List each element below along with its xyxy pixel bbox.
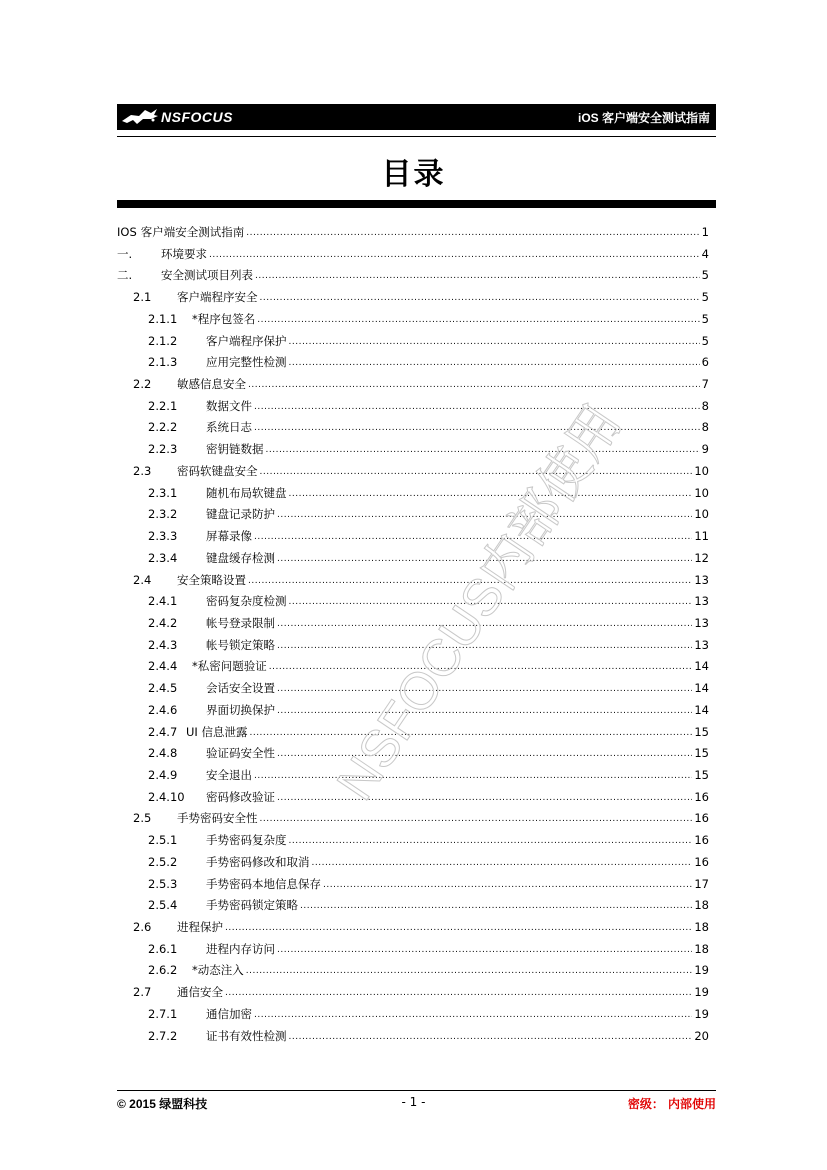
toc-entry-number: 2.3.1: [148, 485, 178, 500]
toc-entry-page: 6: [701, 355, 709, 370]
toc-leader-dots: [248, 380, 700, 391]
toc-leader-dots: [266, 445, 700, 456]
toc-entry-number: 2.6: [133, 920, 152, 935]
toc-entry-title: 应用完整性检测: [206, 355, 287, 370]
toc-leader-dots: [249, 728, 692, 739]
toc-entry-page: 9: [701, 442, 709, 457]
toc-entry-number: 2.7: [133, 985, 152, 1000]
toc-entry-page: 17: [694, 876, 709, 891]
toc-entry-page: 10: [694, 485, 709, 500]
toc-entry-page: 20: [694, 1028, 709, 1043]
toc-entry-title: 数据文件: [206, 398, 252, 413]
toc-entry-number: 2.1.2: [148, 333, 178, 348]
toc-entry-number: 2.5: [133, 811, 152, 826]
toc-entry-title: 键盘缓存检测: [206, 550, 275, 565]
toc-leader-dots: [260, 814, 693, 825]
toc-entry-title: 安全退出: [206, 768, 252, 782]
toc-entry-title: 手势密码复杂度: [206, 833, 287, 848]
toc-entry-number: 二.: [117, 268, 133, 283]
toc-entry[interactable]: [148, 891, 709, 912]
toc-entry-title: 客户端安全测试指南: [140, 225, 245, 239]
toc-leader-dots: [225, 923, 692, 934]
toc-entry-number: 2.1: [133, 290, 152, 305]
toc-leader-dots: [323, 880, 692, 891]
toc-entry[interactable]: [117, 218, 709, 239]
toc-entry-title: 安全策略设置: [177, 572, 246, 587]
toc-entry-page: 4: [701, 246, 709, 261]
toc-leader-dots: [289, 358, 700, 369]
toc-leader-dots: [246, 228, 699, 239]
toc-entry-page: 18: [694, 941, 709, 956]
toc-entry-page: 5: [701, 311, 709, 326]
toc-entry-title: 密码修改验证: [206, 789, 275, 804]
toc-leader-dots: [257, 315, 699, 326]
toc-leader-dots: [269, 662, 693, 673]
toc-entry-page: 13: [694, 572, 709, 587]
toc-entry-title: 手势密码锁定策略: [206, 898, 298, 913]
footer-divider: [117, 1090, 716, 1091]
toc-entry-number: 2.5.1: [148, 833, 178, 848]
toc-entry[interactable]: [117, 240, 709, 261]
toc-entry-title: 屏幕录像: [206, 529, 252, 544]
toc-entry-number: 2.2: [133, 377, 152, 392]
toc-entry-number: 2.6.1: [148, 941, 178, 956]
toc-entry-title: *程序包签名: [192, 311, 256, 326]
toc-entry-number: 2.4: [133, 572, 152, 587]
toc-entry-page: 1: [701, 225, 709, 239]
watermark: NSFOCUS内部使用: [326, 394, 633, 811]
toc-entry[interactable]: [148, 848, 709, 869]
toc-entry-title: 随机布局软键盘: [206, 485, 287, 500]
toc-entry[interactable]: [148, 544, 709, 565]
toc-leader-dots: [277, 793, 692, 804]
toc-entry-number: 2.7.1: [148, 1006, 178, 1021]
toc-entry-page: 19: [694, 985, 709, 1000]
toc-entry[interactable]: [148, 500, 709, 521]
toc-leader-dots: [254, 532, 692, 543]
toc-entry-title: 验证码安全性: [206, 746, 275, 761]
toc-leader-dots: [289, 597, 693, 608]
toc-entry[interactable]: [148, 1022, 709, 1043]
toc-entry-page: 8: [701, 420, 709, 435]
toc-entry[interactable]: [148, 783, 709, 804]
toc-entry-number: 2.1.3: [148, 355, 178, 370]
toc-leader-dots: [277, 619, 692, 630]
toc-entry-page: 16: [694, 833, 709, 848]
toc-entry-page: 13: [694, 637, 709, 652]
toc-leader-dots: [254, 771, 692, 782]
toc-entry-page: 5: [701, 333, 709, 348]
toc-entry-number: 2.5.4: [148, 898, 178, 913]
toc-entry-number: 2.7.2: [148, 1028, 178, 1043]
toc-entry[interactable]: [148, 739, 709, 760]
toc-entry[interactable]: [148, 435, 709, 456]
toc-leader-dots: [289, 489, 693, 500]
toc-leader-dots: [277, 641, 692, 652]
toc-entry-title: 客户端程序保护: [206, 333, 287, 348]
toc-entry-title: 密码复杂度检测: [206, 594, 287, 609]
toc-leader-dots: [312, 858, 693, 869]
toc-entry-number: 2.4.8: [148, 746, 178, 761]
toc-entry-page: 13: [694, 594, 709, 609]
toc-entry[interactable]: [148, 392, 709, 413]
toc-entry-page: 15: [694, 768, 709, 782]
toc-entry-number: 2.2.1: [148, 398, 178, 413]
toc-entry-page: 16: [694, 854, 709, 869]
toc-entry-number: 2.4.10: [148, 789, 185, 804]
toc-entry[interactable]: [148, 718, 709, 739]
toc-entry-page: 19: [694, 1006, 709, 1021]
toc-entry[interactable]: [148, 1000, 709, 1021]
toc-entry-number: 2.4.9: [148, 768, 178, 782]
toc-entry-number: 2.6.2: [148, 963, 178, 978]
toc-entry[interactable]: [148, 631, 709, 652]
toc-entry-title: 进程内存访问: [206, 941, 275, 956]
toc-entry-page: 18: [694, 920, 709, 935]
toc-entry-page: 8: [701, 398, 709, 413]
toc-entry-number: 2.4.7: [148, 724, 178, 739]
toc-entry-title: 安全测试项目列表: [161, 268, 253, 283]
toc-entry[interactable]: [133, 978, 709, 999]
page-title: 目录: [381, 157, 446, 192]
toc-entry[interactable]: [148, 674, 709, 695]
toc-leader-dots: [277, 684, 692, 695]
toc-entry-page: 5: [701, 290, 709, 305]
toc-entry[interactable]: [148, 327, 709, 348]
toc-entry[interactable]: [148, 956, 709, 977]
toc-entry-page: 14: [694, 681, 709, 696]
toc-entry-title: *动态注入: [192, 963, 244, 978]
toc-leader-dots: [289, 836, 693, 847]
toc-entry-title: 界面切换保护: [206, 702, 275, 717]
toc-entry-title: 键盘记录防护: [206, 507, 275, 522]
toc-entry-number: 2.2.3: [148, 442, 178, 457]
toc-entry[interactable]: [117, 261, 709, 282]
toc-entry[interactable]: [133, 283, 709, 304]
toc-entry[interactable]: [148, 826, 709, 847]
toc-entry-page: 16: [694, 789, 709, 804]
toc-entry-page: 11: [694, 529, 709, 544]
toc-entry-number: 2.3.3: [148, 529, 178, 544]
toc-entry-number: 2.4.6: [148, 702, 178, 717]
toc-entry-page: 16: [694, 811, 709, 826]
toc-entry-number: 2.4.3: [148, 637, 178, 652]
toc-entry-page: 10: [694, 507, 709, 522]
toc-entry-page: 14: [694, 702, 709, 717]
toc-entry-title: 手势密码修改和取消: [206, 854, 310, 869]
toc-entry-number: 2.2.2: [148, 420, 178, 435]
toc-entry-page: 19: [694, 963, 709, 978]
toc-entry-title: 手势密码本地信息保存: [206, 876, 321, 891]
toc-entry[interactable]: [148, 413, 709, 434]
toc-entry-number: 2.4.1: [148, 594, 178, 609]
toc-leader-dots: [255, 271, 700, 282]
toc-entry-number: 2.3: [133, 463, 152, 478]
toc-entry-title: UI 信息泄露: [186, 724, 248, 739]
toc-entry-title: 密钥链数据: [206, 442, 264, 457]
toc-entry-number: 2.4.2: [148, 615, 178, 630]
toc-entry-number: IOS: [117, 225, 137, 239]
toc-entry-title: 敏感信息安全: [177, 377, 246, 392]
toc-leader-dots: [289, 337, 700, 348]
toc-entry-number: 2.3.4: [148, 550, 178, 565]
toc-entry-title: 证书有效性检测: [206, 1028, 287, 1043]
toc-leader-dots: [254, 423, 700, 434]
toc-entry[interactable]: [133, 370, 709, 391]
toc-leader-dots: [300, 901, 692, 912]
toc-entry[interactable]: [148, 609, 709, 630]
toc-leader-dots: [248, 576, 692, 587]
toc-entry-page: 15: [694, 746, 709, 761]
toc-entry-title: 通信安全: [177, 985, 223, 1000]
header-bar: [117, 104, 716, 130]
toc-leader-dots: [209, 250, 700, 261]
toc-entry[interactable]: [148, 479, 709, 500]
toc-entry[interactable]: [148, 587, 709, 608]
toc-entry[interactable]: [133, 457, 709, 478]
toc-entry-title: 系统日志: [206, 420, 252, 435]
toc-leader-dots: [277, 945, 692, 956]
toc-leader-dots: [260, 293, 700, 304]
toc-entry-number: 2.4.4: [148, 659, 178, 674]
toc-entry-number: 2.1.1: [148, 311, 178, 326]
toc-entry-title: 进程保护: [177, 920, 223, 935]
toc-entry-title: 帐号登录限制: [206, 615, 275, 630]
toc-leader-dots: [277, 749, 692, 760]
footer-classification: 密级： 内部使用: [627, 1097, 716, 1111]
logo-text: NSFOCUS: [161, 109, 233, 125]
toc-entry-title: 客户端程序安全: [177, 290, 258, 305]
toc-entry-page: 10: [694, 463, 709, 478]
toc-entry[interactable]: [148, 305, 709, 326]
toc-entry[interactable]: [133, 566, 709, 587]
toc-entry[interactable]: [148, 761, 709, 782]
toc-entry[interactable]: [148, 696, 709, 717]
toc-leader-dots: [277, 510, 692, 521]
footer-copyright: © 2015 绿盟科技: [117, 1097, 208, 1111]
toc-entry-number: 一.: [117, 246, 133, 261]
toc-entry-title: 手势密码安全性: [177, 811, 258, 826]
eagle-logo-icon: [121, 107, 159, 127]
toc-entry[interactable]: [148, 348, 709, 369]
toc-entry-number: 2.5.3: [148, 876, 178, 891]
toc-leader-dots: [277, 554, 692, 565]
toc-entry-page: 5: [701, 268, 709, 283]
toc-leader-dots: [277, 706, 692, 717]
document-title: iOS 客户端安全测试指南: [577, 111, 710, 125]
toc-entry-number: 2.4.5: [148, 681, 178, 696]
toc-entry[interactable]: [148, 870, 709, 891]
toc-entry-page: 13: [694, 615, 709, 630]
title-divider: [117, 200, 716, 208]
toc-leader-dots: [289, 1032, 693, 1043]
toc-entry[interactable]: [148, 522, 709, 543]
toc-entry-title: 密码软键盘安全: [177, 463, 258, 478]
footer-page-number: - 1 -: [401, 1095, 426, 1109]
toc-entry-title: *私密问题验证: [192, 659, 267, 674]
toc-entry-title: 会话安全设置: [206, 681, 275, 696]
toc-entry[interactable]: [133, 804, 709, 825]
toc-entry-page: 18: [694, 898, 709, 913]
toc-entry[interactable]: [133, 913, 709, 934]
toc-entry-page: 15: [694, 724, 709, 739]
toc-entry[interactable]: [148, 652, 709, 673]
toc-leader-dots: [254, 1010, 692, 1021]
toc-leader-dots: [225, 988, 692, 999]
toc-entry-number: 2.5.2: [148, 854, 178, 869]
toc-entry-title: 通信加密: [206, 1006, 252, 1021]
toc-entry-page: 7: [701, 377, 709, 392]
toc-leader-dots: [254, 402, 700, 413]
toc-leader-dots: [260, 467, 693, 478]
toc-entry[interactable]: [148, 935, 709, 956]
toc-entry-number: 2.3.2: [148, 507, 178, 522]
toc-entry-page: 12: [694, 550, 709, 565]
toc-entry-page: 14: [694, 659, 709, 674]
header-divider: [117, 136, 716, 137]
toc-leader-dots: [246, 966, 693, 977]
company-logo: [121, 106, 233, 128]
toc-entry-title: 环境要求: [161, 246, 207, 261]
toc-entry-title: 帐号锁定策略: [206, 637, 275, 652]
